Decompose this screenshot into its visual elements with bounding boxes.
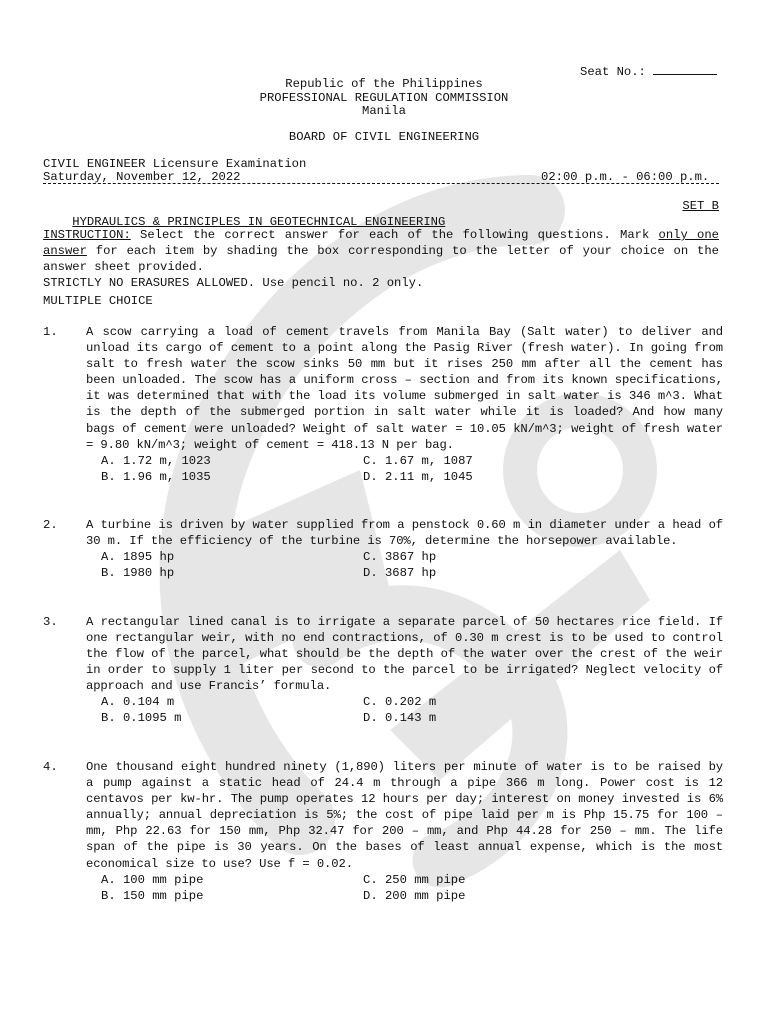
question-text: One thousand eight hundred ninety (1,890) liters per minute of water is to be raised by a pump against a static head of 24.4 m through a pipe 366 m long. Power cost is 12 centavos per kw-hr. The pump operates 12 hours per day; interest on money invested is 6% annually; annual depreciation is 5%; the cost of pipe laid per m is Php 15.75 for 100 – mm, Php 22.63 for 150 mm, Php 32.47 for 200 – mm, and Php 44.28 for 250 – mm. The life span of the pipe is 30 years. On the bases of least annual expense, which is the most economical size to use? Use f = 0.02. — [86, 760, 723, 871]
republic-line: Republic of the Philippines — [285, 77, 483, 91]
option-b: B. 0.1095 m — [101, 711, 182, 726]
question-text: A rectangular lined canal is to irrigate a separate parcel of 50 hectares rice field. If one rectangular weir, with no end contractions, of 0.30 m crest is to be used to control the flow of the parcel, what should be the depth of the water over the crest of the weir in order to supply 1 liter per second to the parcel to be irrigated? Neglect velocity of approach and use Francis’ formula. — [86, 615, 723, 694]
answer-options — [101, 453, 723, 485]
commission-line: PROFESSIONAL REGULATION COMMISSION — [259, 91, 509, 105]
instruction-label: INSTRUCTION: — [43, 228, 131, 242]
question-3 — [43, 614, 723, 726]
answer-options — [101, 872, 723, 904]
instruction-emphasis: only one answer — [43, 228, 719, 258]
option-d: D. 200 mm pipe — [363, 888, 466, 903]
seat-number-blank — [653, 63, 717, 75]
answer-options — [101, 694, 723, 726]
question-number: 2. — [43, 518, 58, 532]
question-number: 1. — [43, 325, 58, 339]
exam-date: Saturday, November 12, 2022 — [43, 170, 241, 184]
exam-time: 02:00 p.m. - 06:00 p.m. — [541, 170, 710, 184]
option-c: C. 3867 hp — [363, 550, 437, 565]
question-4 — [43, 759, 723, 904]
dashed-divider — [43, 183, 719, 184]
question-text: A turbine is driven by water supplied from a penstock 0.60 m in diameter under a head of 30 m. If the efficiency of the turbine is 70%, determine the horsepower available. — [86, 518, 723, 549]
exam-name: CIVIL ENGINEER Licensure Examination — [43, 157, 307, 171]
section-title: MULTIPLE CHOICE — [43, 294, 153, 308]
option-d: D. 0.143 m — [363, 711, 437, 726]
instruction-text-2: for each item by shading the box corresponding to the letter of your choice on the answer sheet provided. — [43, 244, 719, 274]
option-d: D. 3687 hp — [363, 566, 437, 581]
exam-set: SET B — [682, 199, 719, 213]
option-c: C. 250 mm pipe — [363, 872, 466, 887]
option-a: A. 0.104 m — [101, 695, 175, 710]
question-number: 3. — [43, 615, 58, 629]
city-line: Manila — [362, 104, 406, 118]
option-c: C. 0.202 m — [363, 695, 437, 710]
seat-label: Seat No.: — [580, 65, 646, 79]
board-title: BOARD OF CIVIL ENGINEERING — [288, 130, 480, 144]
instruction-paragraph — [43, 227, 719, 275]
question-2 — [43, 517, 723, 581]
instruction-text-1: Select the correct answer for each of the following questions. Mark — [130, 228, 659, 242]
option-a: A. 100 mm pipe — [101, 872, 204, 887]
option-c: C. 1.67 m, 1087 — [363, 453, 473, 468]
answer-options — [101, 549, 723, 581]
question-1 — [43, 324, 723, 485]
question-number: 4. — [43, 760, 58, 774]
instruction-rules: STRICTLY NO ERASURES ALLOWED. Use pencil no. 2 only. — [43, 276, 424, 290]
option-a: A. 1895 hp — [101, 550, 175, 565]
option-d: D. 2.11 m, 1045 — [363, 469, 473, 484]
instructions — [43, 227, 719, 291]
question-text: A scow carrying a load of cement travels from Manila Bay (Salt water) to deliver and unload its cargo of cement to a point along the Pasig River (fresh water). In going from salt to fresh water the scow sinks 50 mm but it rises 250 mm after all the cement has been unloaded. The scow has a uniform cross – section and from its known specifications, it was determined that with the load its volume submerged in salt water is 346 m^3. What is the depth of the submerged portion in salt water while it is loaded? And how many bags of cement were unloaded? Weight of salt water = 10.05 kN/m^3; weight of fresh water = 9.80 kN/m^3; weight of cement = 418.13 N per bag. — [86, 325, 723, 452]
option-a: A. 1.72 m, 1023 — [101, 453, 211, 468]
subject-title: HYDRAULICS & PRINCIPLES IN GEOTECHNICAL ENGINEERING — [72, 215, 446, 229]
option-b: B. 1.96 m, 1035 — [101, 469, 211, 484]
option-b: B. 1980 hp — [101, 566, 175, 581]
option-b: B. 150 mm pipe — [101, 888, 204, 903]
